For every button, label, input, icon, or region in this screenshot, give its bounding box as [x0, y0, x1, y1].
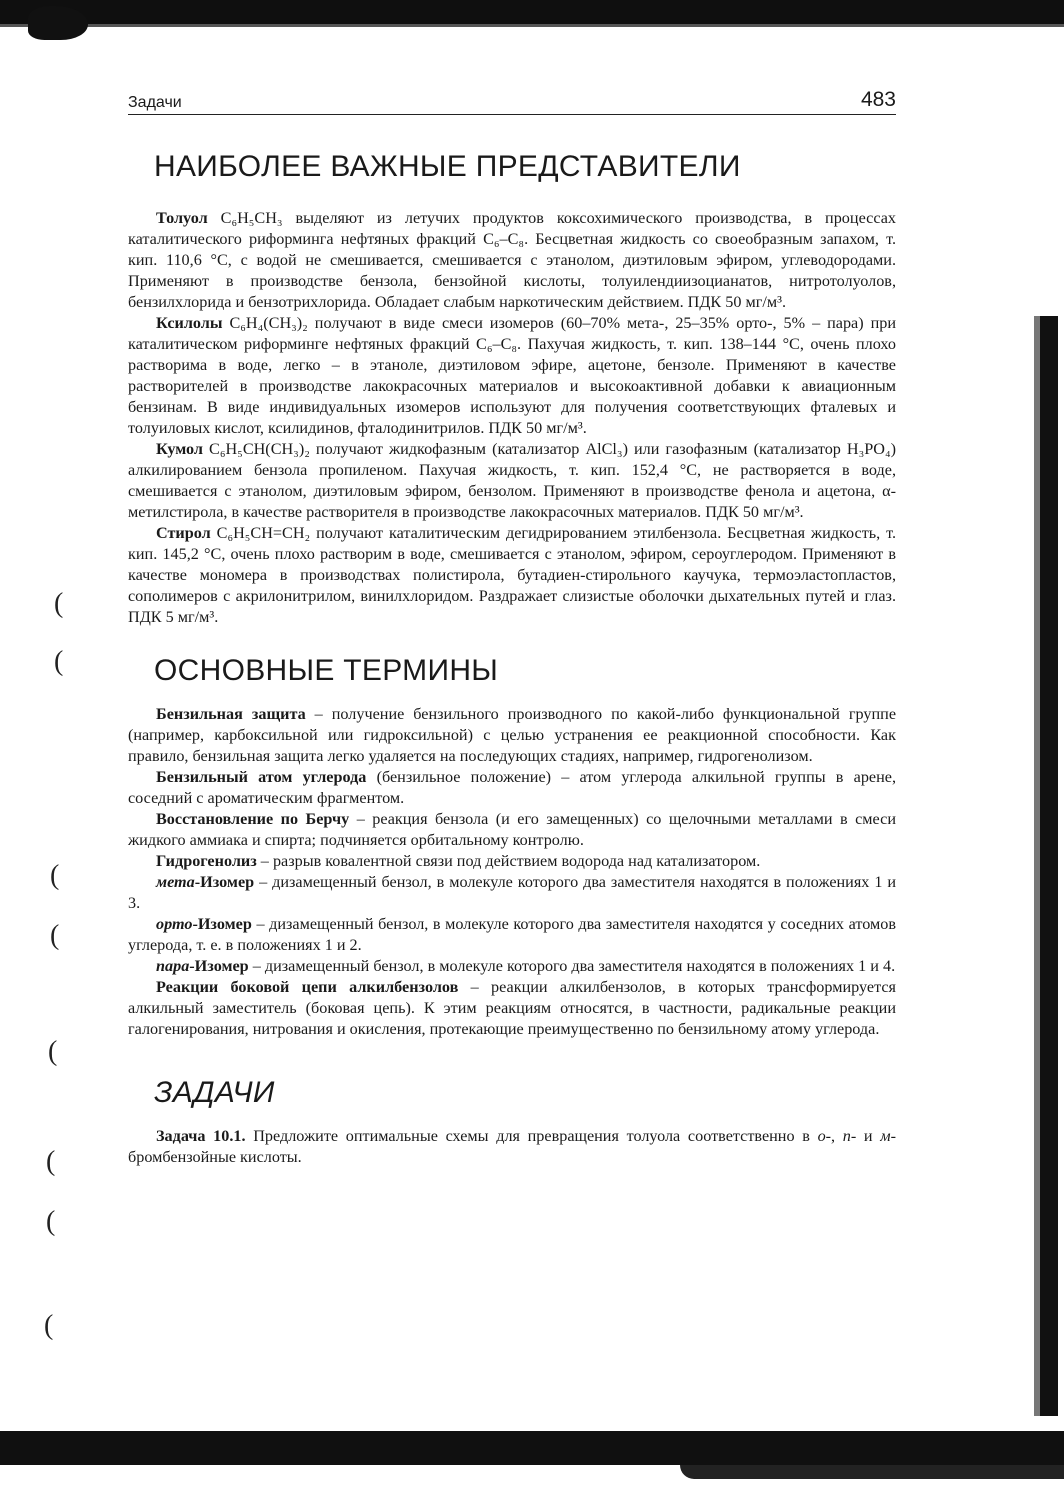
term-definition: – получение бензильного производного по какой-либо функциональной группе (например, карбоксильной или гидроксильной) с целью устранения ее реакционной способности. Как правило, бензильная защита легко удаляется на последующих стадиях, например, гидрогенолизом. — [128, 705, 896, 765]
task-separator: -, — [825, 1127, 836, 1145]
running-head-section: Задачи — [128, 94, 182, 111]
representative-paragraph — [128, 523, 896, 628]
scan-corner-mark — [28, 6, 88, 40]
task-text-before: Предложите оптимальные схемы для превращения толуола соответственно в — [253, 1127, 810, 1145]
compound-name: Ксилолы — [156, 314, 223, 332]
term-paragraph — [128, 851, 896, 872]
margin-bracket-mark: ( — [46, 1206, 56, 1237]
compound-formula: C₆H₅CH₃ — [220, 209, 283, 227]
compound-description: выделяют из летучих продуктов коксохимического производства, в процессах каталитического риформинга нефтяных фракций C₆–C₈. Бесцветная жидкость со своеобразным запахом, т. кип. 110,6 °C, с водой не смешивается, смешивается с этанолом, диэтиловым эфиром, углеводородами. Применяют в производстве бензола, бензойной кислоты, толуилендиизоцианатов, нитротолуолов, бензилхлорида и бензотрихлорида. Обладает слабым наркотическим действием. ПДК 50 мг/м³. — [128, 209, 897, 311]
compound-description: получают каталитическим дегидрированием этилбензола. Бесцветная жидкость, т. кип. 145,2 °C, очень плохо растворим в воде, смешивается с этанолом, эфиром, сероуглеродом. Применяют в качестве мономера в производствах полистирола, бутадиен-стирольного каучука, термоэластопластов, сополимеров с акрилонитрилом, винилхлоридом. Раздражает слизистые оболочки дыхательных путей и глаз. ПДК 5 мг/м³. — [128, 524, 897, 626]
term-prefix: пара — [156, 957, 190, 975]
scan-bottom-edge — [0, 1431, 1064, 1465]
representative-paragraph — [128, 439, 896, 523]
compound-name: Кумол — [156, 440, 203, 458]
scan-right-edge — [1040, 316, 1058, 1416]
compound-formula: C₆H₄(CH₃)₂ — [229, 314, 308, 332]
term-definition: – разрыв ковалентной связи под действием водорода над катализатором. — [260, 852, 761, 870]
compound-description: получают в виде смеси изомеров (60–70% мета-, 25–35% орто-, 5% – пара) при каталитическом риформинге нефтяных фракций C₆–C₈. Пахучая жидкость, т. кип. 138–144 °C, очень плохо растворима в воде, легко – в этаноле, диэтиловом эфире, ацетоне, бензоле. Применяют в качестве растворителей в производстве лакокрасочных материалов и высокоактивной добавки к авиационным бензинам. В виде индивидуальных изомеров используют для получения соответствующих фталевых и толуиловых кислот, ксилидинов, фталодинитрилов. ПДК 50 мг/м³. — [128, 314, 896, 437]
compound-formula: C₆H₅CH=CH₂ — [216, 524, 311, 542]
term-paragraph — [128, 767, 896, 809]
term-definition: – дизамещенный бензол, в молекуле которого два заместителя находятся в положениях 1 и 4. — [252, 957, 896, 975]
compound-description: получают жидкофазным (катализатор AlCl₃) или газофазным (катализатор H₃PO₄) алкилированием бензола пропиленом. Пахучая жидкость, т. кип. 152,4 °C, не растворяется в воде, смешивается с этанолом, диэтиловым эфиром, бензолом. Применяют в производстве фенола и ацетона, α-метилстирола, в качестве растворителя в производстве лакокрасочных материалов. ПДК 50 мг/м³. — [128, 440, 896, 521]
running-head — [128, 88, 896, 115]
task-paragraph — [128, 1126, 896, 1168]
representative-paragraph — [128, 313, 896, 439]
term-definition: (бензильное положение) – атом углерода алкильной группы в арене, соседний с ароматическим фрагментом. — [128, 768, 896, 807]
compound-formula: C₆H₅CH(CH₃)₂ — [209, 440, 310, 458]
heading-representatives: НАИБОЛЕЕ ВАЖНЫЕ ПРЕДСТАВИТЕЛИ — [154, 150, 741, 183]
compound-name: Толуол — [156, 209, 208, 227]
page-number: 483 — [860, 88, 896, 111]
term-name: Бензильная защита — [156, 705, 306, 723]
task-meta-prefix: м — [880, 1127, 891, 1145]
representatives-list — [128, 208, 896, 628]
term-prefix: орто — [156, 915, 193, 933]
scan-top-edge — [0, 0, 1064, 24]
term-prefix: мета — [156, 873, 195, 891]
term-definition: – дизамещенный бензол, в молекуле которого два заместителя находятся в положениях 1 и 3. — [128, 873, 897, 912]
term-name: -Изомер — [194, 873, 255, 891]
margin-bracket-mark: ( — [54, 646, 64, 677]
heading-terms: ОСНОВНЫЕ ТЕРМИНЫ — [154, 654, 499, 687]
margin-bracket-mark: ( — [50, 860, 60, 891]
task-text-after: -бромбензойные кислоты. — [128, 1127, 896, 1166]
term-paragraph — [128, 704, 896, 767]
task-para-prefix: п — [842, 1127, 851, 1145]
term-name: Бензильный атом углерода — [156, 768, 367, 786]
compound-name: Стирол — [156, 524, 211, 542]
terms-list — [128, 704, 896, 1040]
margin-bracket-mark: ( — [54, 588, 64, 619]
term-definition: – реакция бензола (и его замещенных) со щелочными металлами в смеси жидкого аммиака и спирта; подчиняется орбитальному контролю. — [128, 810, 896, 849]
term-paragraph — [128, 914, 896, 956]
margin-bracket-mark: ( — [44, 1310, 54, 1341]
term-name: Реакции боковой цепи алкилбензолов — [156, 978, 459, 996]
term-definition: – реакции алкилбензолов, в которых трансформируется алкильный заместитель (боковая цепь). К этим реакциям относятся, в частности, радикальные реакции галогенирования, нитрования и окисления, протекающие преимущественно по бензильному атому углерода. — [128, 978, 896, 1038]
margin-bracket-mark: ( — [50, 920, 60, 951]
margin-bracket-mark: ( — [46, 1146, 56, 1177]
term-definition: – дизамещенный бензол, в молекуле которого два заместителя находятся у соседних атомов углерода, т. е. в положениях 1 и 2. — [128, 915, 896, 954]
heading-tasks: ЗАДАЧИ — [154, 1076, 275, 1109]
term-name: -Изомер — [189, 957, 249, 975]
page-content — [128, 150, 896, 1168]
representative-paragraph — [128, 208, 896, 313]
term-name: -Изомер — [192, 915, 252, 933]
term-paragraph — [128, 872, 896, 914]
margin-bracket-mark: ( — [48, 1036, 58, 1067]
task-ortho-prefix: о — [817, 1127, 826, 1145]
task-separator: - и — [850, 1127, 873, 1145]
term-paragraph — [128, 956, 896, 977]
term-paragraph — [128, 977, 896, 1040]
term-paragraph — [128, 809, 896, 851]
term-name: Гидрогенолиз — [156, 852, 257, 870]
task-label: Задача 10.1. — [156, 1127, 246, 1145]
term-name: Восстановление по Берчу — [156, 810, 350, 828]
